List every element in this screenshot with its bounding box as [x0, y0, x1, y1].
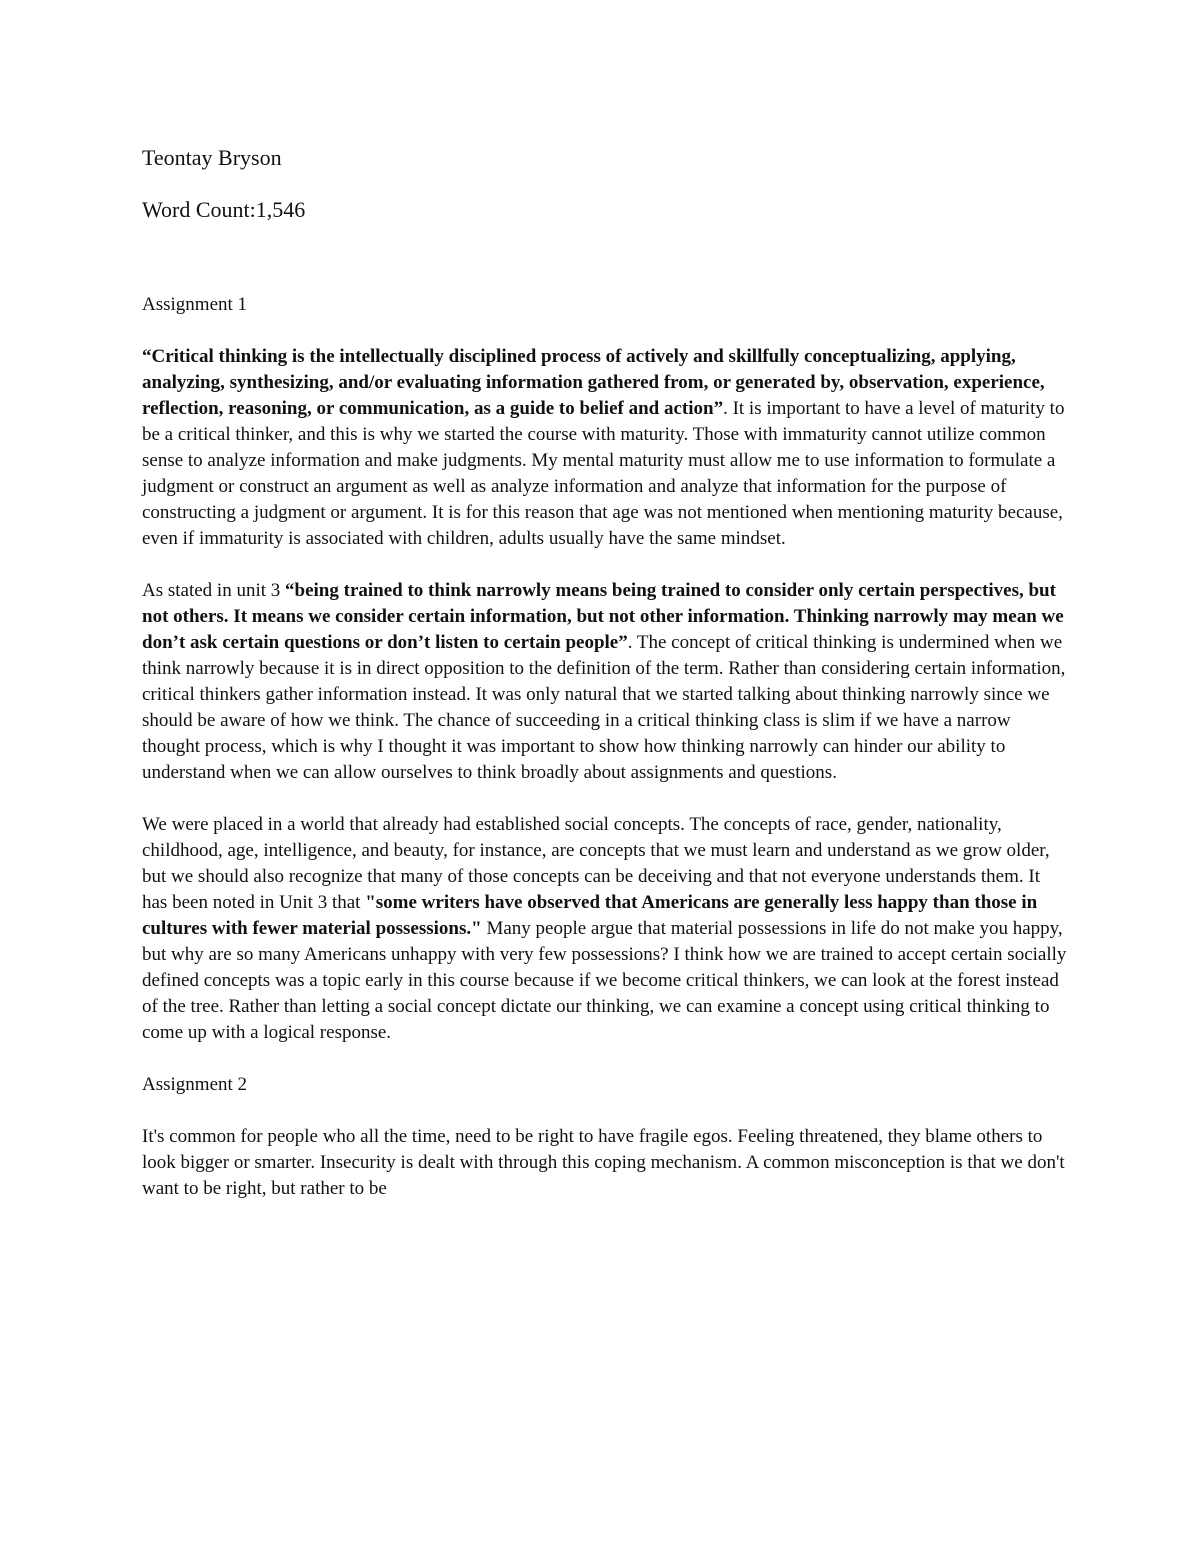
paragraph-lead: We were placed in a world that already had established social concepts. The concepts of race, gender, nationality, childhood, age, intelligence, and beauty, for instance, are concepts that we must learn and understand as we grow older, but we should also recognize that many of those concepts can be deceiving and that not everyone understands them. It has been noted in Unit 3 that — [142, 814, 1050, 913]
paragraph-text: . The concept of critical thinking is undermined when we think narrowly because it is in direct opposition to the definition of the term. Rather than considering certain information, critical thinkers gather information instead. It was only natural that we started talking about thinking narrowly since we should be aware of how we think. The chance of succeeding in a critical thinking class is slim if we have a narrow thought process, which is why I thought it was important to show how thinking narrowly can hinder our ability to understand when we can allow ourselves to think broadly about assignments and questions. — [142, 632, 1066, 783]
paragraph-text: Many people argue that material possessions in life do not make you happy, but why are so many Americans unhappy with very few possessions? I think how we are trained to accept certain socially defined concepts was a topic early in this course because if we become critical thinkers, we can look at the forest instead of the tree. Rather than letting a social concept dictate our thinking, we can examine a concept using critical thinking to come up with a logical response. — [142, 918, 1067, 1043]
critical-thinking-quote: “Critical thinking is the intellectually disciplined process of actively and skillfully conceptualizing, applying, analyzing, synthesizing, and/or evaluating information gathered from, or generated by, observation, experience, reflection, reasoning, or communication, as a guide to belief and action” — [142, 346, 1045, 419]
assignment-2-heading: Assignment 2 — [142, 1074, 248, 1095]
assignment-1-heading: Assignment 1 — [142, 294, 248, 315]
paragraph-text: . It is important to have a level of maturity to be a critical thinker, and this is why we started the course with maturity. Those with immaturity cannot utilize common sense to analyze information and make judgments. My mental maturity must allow me to use information to formulate a judgment or construct an argument as well as analyze information and analyze that information for the purpose of constructing a judgment or argument. It is for this reason that age was not mentioned when mentioning maturity because, even if immaturity is associated with children, adults usually have the same mindset. — [142, 398, 1065, 549]
narrow-thinking-quote: “being trained to think narrowly means being trained to consider only certain perspectives, but not others. It means we consider certain information, but not other information. Thinking narrowly may mean we don’t ask certain questions or don’t listen to certain people” — [142, 580, 1064, 653]
paragraph-text: It's common for people who all the time, need to be right to have fragile egos. Feeling threatened, they blame others to look bigger or smarter. Insecurity is dealt with through this coping mechanism. A common misconception is that we don't want to be right, but rather to be — [142, 1126, 1065, 1199]
assignment-1-paragraph-3 — [142, 812, 1067, 1046]
assignment-1-paragraph-1 — [142, 344, 1067, 552]
assignment-1-paragraph-2 — [142, 578, 1067, 786]
document-body — [142, 140, 1067, 1228]
paragraph-lead: As stated in unit 3 — [142, 580, 286, 601]
assignment-2-paragraph-1 — [142, 1124, 1067, 1202]
americans-happiness-quote: "some writers have observed that Americans are generally less happy than those in cultures with fewer material possessions." — [142, 892, 1038, 939]
author-name: Teontay Bryson — [142, 145, 282, 170]
word-count: Word Count:1,546 — [142, 197, 306, 222]
